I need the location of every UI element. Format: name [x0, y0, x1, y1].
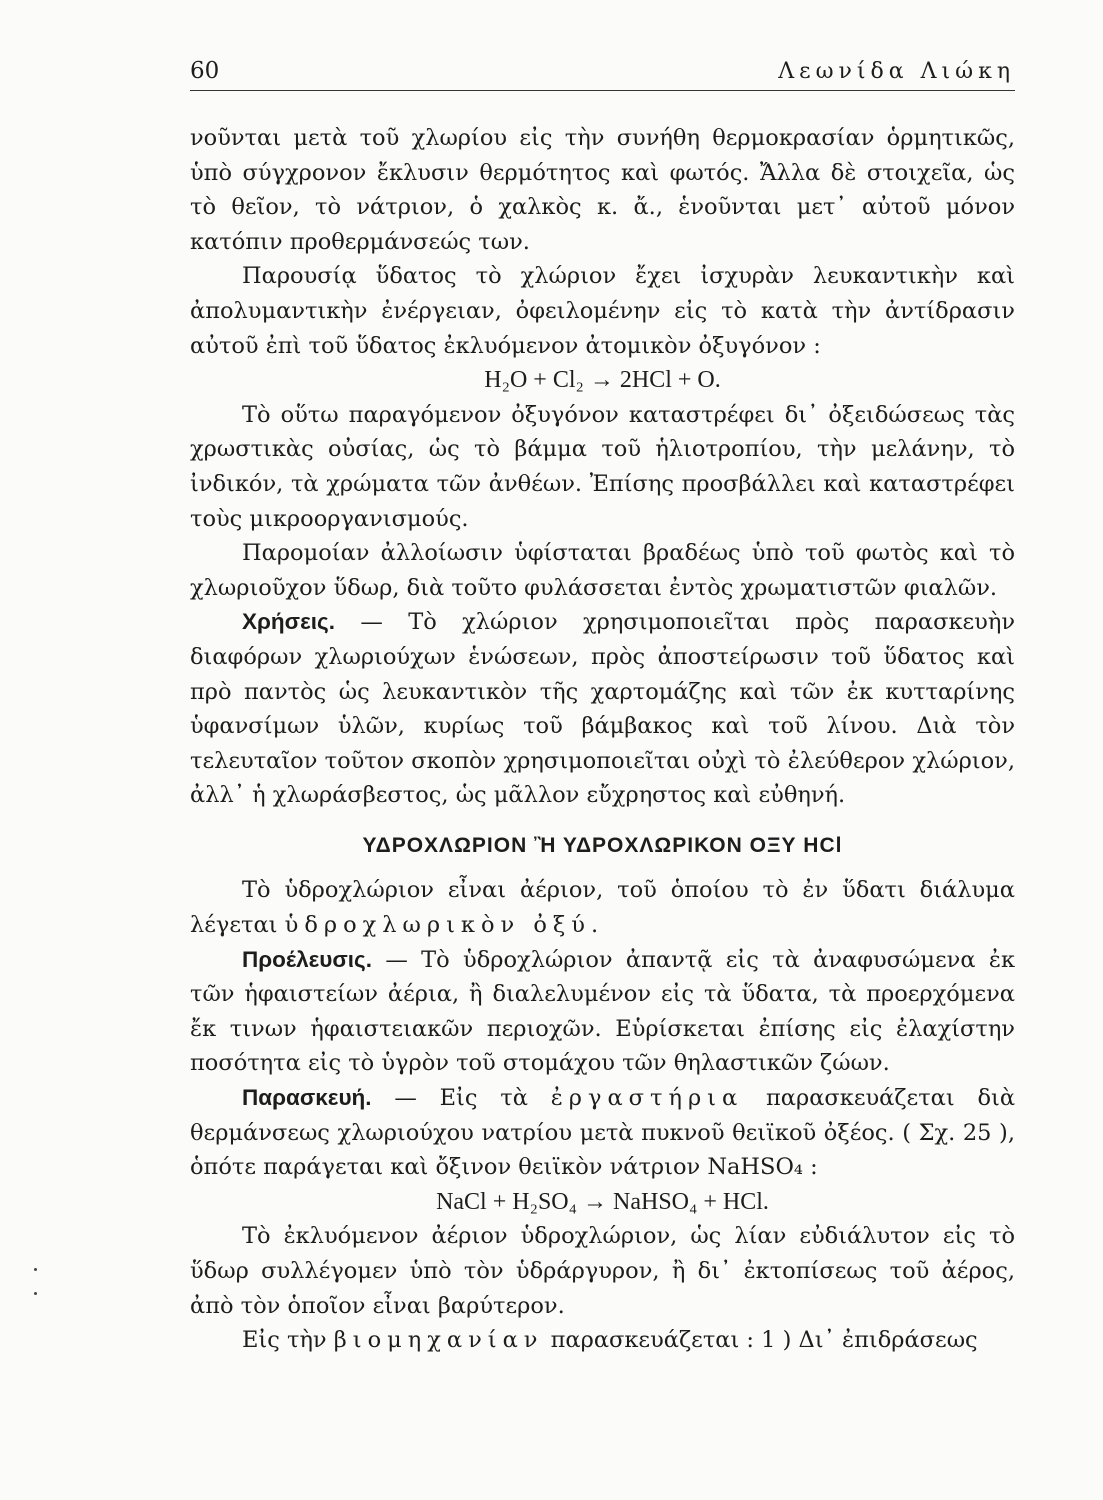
paragraph	[190, 1081, 1015, 1185]
paragraph-text: Τὸ ὑδροχλώριον εἶναι ἀέριον, τοῦ ὁποίου τὸ ἐν ὕδατι διάλυμα λέγεται	[190, 877, 1015, 939]
spaced-term: ἐργαστήρια	[550, 1085, 744, 1112]
page-header	[190, 58, 1015, 91]
running-title: Λεωνίδα Λιώκη	[778, 59, 1015, 84]
spaced-term: βιομηχανίαν	[333, 1327, 544, 1354]
section-title: ΥΔΡΟΧΛΩΡΙΟΝ Ἢ ΥΔΡΟΧΛΩΡΙΚΟΝ ΟΞΥ HCl	[362, 833, 843, 857]
paragraph: Τὸ ἐκλυόμενον ἀέριον ὑδροχλώριον, ὡς λίαν εὐδιάλυτον εἰς τὸ ὕδωρ συλλέγομεν ὑπὸ τὸν ὑδράργυρον, ἢ δι᾽ ἐκτοπίσεως τοῦ ἀέρος, ἀπὸ τὸν ὁποῖον εἶναι βαρύτερον.	[190, 1223, 1015, 1319]
chemical-equation	[190, 363, 1015, 398]
paragraph-text: — Τὸ χλώριον χρησιμοποιεῖται πρὸς παρασκευὴν διαφόρων χλωριούχων ἑνώσεων, πρὸς ἀποστείρωσιν τοῦ ὕδατος καὶ πρὸ παντὸς ὡς λευκαντικὸν τῆς χαρτομάζης καὶ τῶν ἐκ κυτταρίνης ὑφανσίμων ὑλῶν, κυρίως τοῦ βάμβακος καὶ τοῦ λίνου. Διὰ τὸν τελευταῖον τοῦτον σκοπὸν χρησιμοποιεῖται οὐχὶ τὸ ἐλεύθερον χλώριον, ἀλλ᾽ ἡ χλωράσβεστος, ὡς μᾶλλον εὔχρηστος καὶ εὐθηνή.	[190, 609, 1015, 809]
paragraph: Παρουσίᾳ ὕδατος τὸ χλώριον ἔχει ἰσχυρὰν λευκαντικὴν καὶ ἀπολυμαντικὴν ἐνέργειαν, ὀφειλομένην εἰς τὸ κατὰ τὴν ἀντίδρασιν αὐτοῦ ἐπὶ τοῦ ὕδατος ἐκλυόμενον ἀτομικὸν ὀξυγόνον :	[190, 263, 1015, 359]
page-body	[190, 121, 1015, 1358]
paragraph: Τὸ οὕτω παραγόμενον ὀξυγόνον καταστρέφει δι᾽ ὀξειδώσεως τὰς χρωστικὰς οὐσίας, ὡς τὸ βάμμα τοῦ ἡλιοτροπίου, τὴν μελάνην, τὸ ἰνδικόν, τὰ χρώματα τῶν ἀνθέων. Ἐπίσης προσβάλλει καὶ καταστρέφει τοὺς μικροοργανισμούς.	[190, 401, 1015, 532]
equation-text: NaCl + H₂SO₄ → NaHSO₄ + HCl.	[436, 1188, 769, 1215]
paragraph	[190, 1323, 1015, 1358]
run-in-heading: Προέλευσις.	[242, 946, 372, 972]
paragraph	[190, 605, 1015, 813]
paragraph: Παρομοίαν ἀλλοίωσιν ὑφίσταται βραδέως ὑπὸ τοῦ φωτὸς καὶ τὸ χλωριοῦχον ὕδωρ, διὰ τοῦτο φυλάσσεται ἐντὸς χρωματιστῶν φιαλῶν.	[190, 540, 1015, 601]
scan-speck	[34, 1268, 37, 1271]
equation-text: H₂O + Cl₂ → 2HCl + O.	[484, 367, 721, 394]
paragraph-text: Εἰς τὴν	[242, 1327, 327, 1354]
page-number: 60	[190, 58, 220, 84]
scan-speck	[34, 1292, 37, 1295]
paragraph	[190, 943, 1015, 1081]
run-in-heading: Χρήσεις.	[242, 609, 335, 635]
paragraph-text: παρασκευάζεται : 1 ) Δι᾽ ἐπιδράσεως	[550, 1327, 978, 1354]
run-in-heading: Παρασκευή.	[242, 1085, 372, 1111]
paragraph-text: παρασκευάζεται διὰ θερμάνσεως χλωριούχου νατρίου μετὰ πυκνοῦ θειϊκοῦ ὀξέος. ( Σχ. 25 ), ὁπότε παράγεται καὶ ὄξινον θειϊκὸν νάτριον NaHSO₄ :	[190, 1085, 1016, 1181]
spaced-term: ὑδροχλωρικὸν ὀξύ.	[284, 912, 605, 939]
chemical-equation	[190, 1185, 1015, 1220]
paragraph	[190, 873, 1015, 942]
paragraph-text: — Τὸ ὑδροχλώριον ἀπαντᾷ εἰς τὰ ἀναφυσώμενα ἐκ τῶν ἡφαιστείων ἀέρια, ἢ διαλελυμένον εἰς τὰ ὕδατα, τὰ προερχόμενα ἔκ τινων ἡφαιστειακῶν περιοχῶν. Εὑρίσκεται ἐπίσης εἰς ἐλαχίστην ποσότητα εἰς τὸ ὑγρὸν τοῦ στομάχου τῶν θηλαστικῶν ζώων.	[190, 946, 1016, 1077]
paragraph: νοῦνται μετὰ τοῦ χλωρίου εἰς τὴν συνήθη θερμοκρασίαν ὁρμητικῶς, ὑπὸ σύγχρονον ἔκλυσιν θερμότητος καὶ φωτός. Ἄλλα δὲ στοιχεῖα, ὡς τὸ θεῖον, τὸ νάτριον, ὁ χαλκὸς κ. ἄ., ἑνοῦνται μετ᾽ αὐτοῦ μόνον κατόπιν προθερμάνσεώς των.	[190, 125, 1015, 255]
paragraph-text: — Εἰς τὰ	[394, 1085, 528, 1112]
